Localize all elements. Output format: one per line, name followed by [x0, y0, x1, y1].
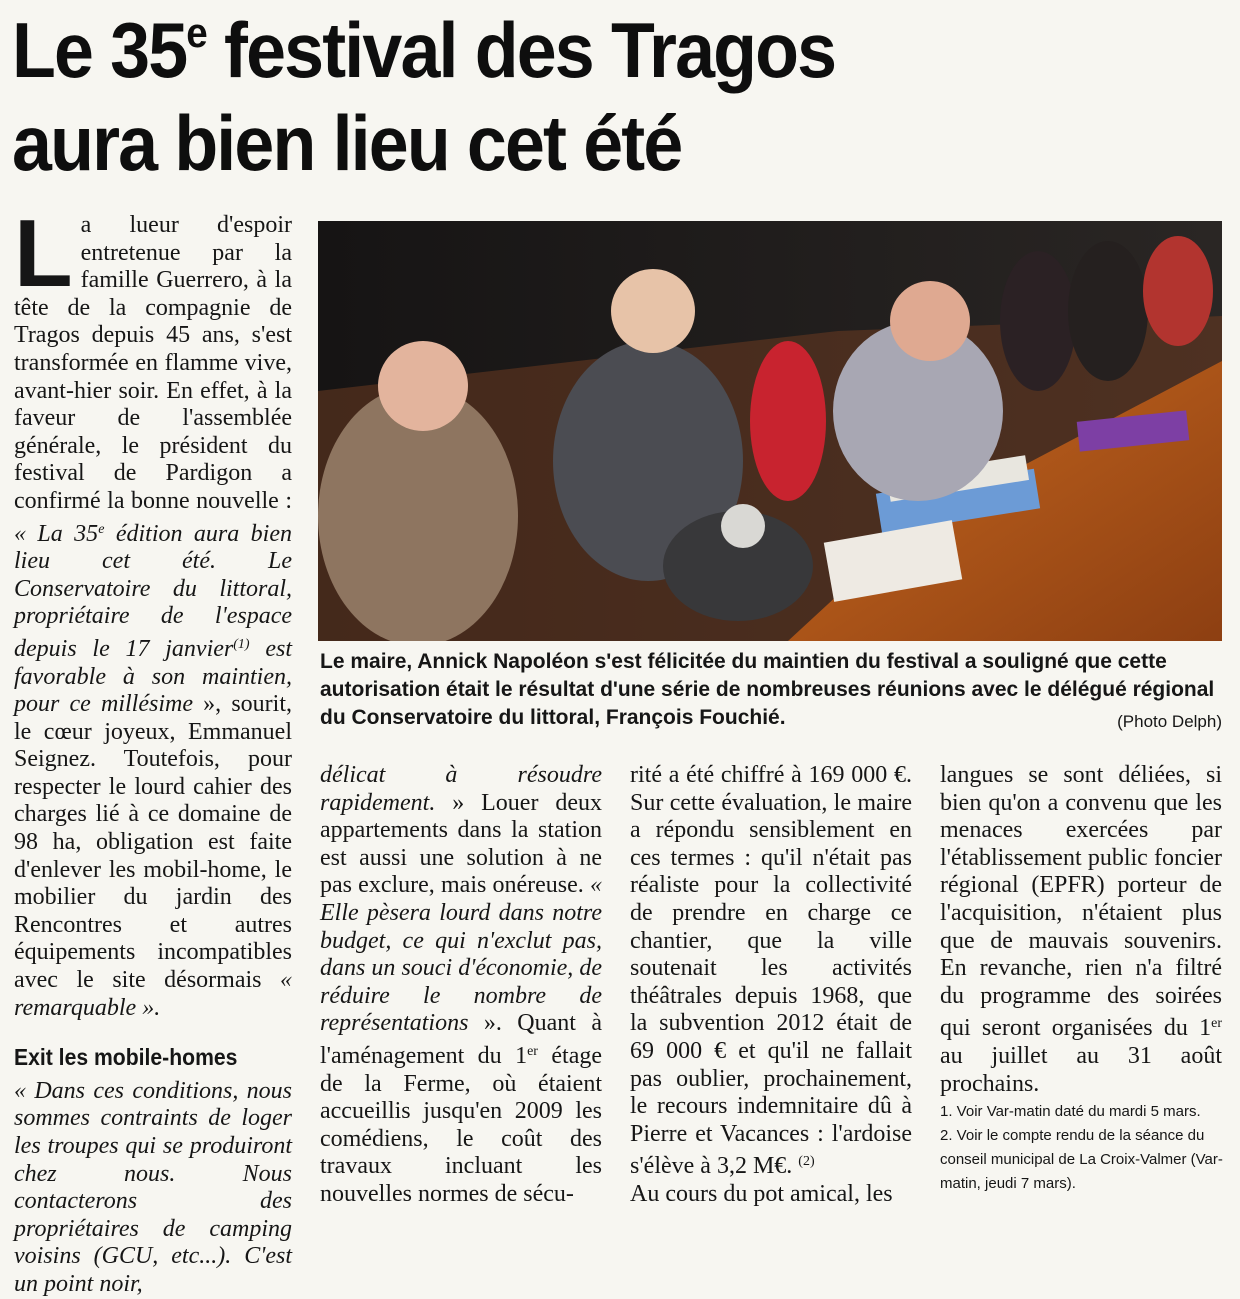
- text-run: « remarquable ».: [14, 967, 292, 1021]
- headline-part: festival des Tragos: [205, 6, 836, 94]
- footnote: 2. Voir le compte rendu de la séance du conseil municipal de La Croix-Valmer (Var-matin, jeudi 7 mars).: [940, 1127, 1223, 1192]
- headline-line2: aura bien lieu cet été: [12, 99, 682, 187]
- text-run: » Louer deux appartements dans la station est aussi une solution à ne pas exclure, mais onéreuse.: [320, 789, 602, 899]
- text-run: « Dans ces conditions, nous sommes contraints de loger les troupes qui se produiront chez nous. Nous contacterons des propriétaires de camping voisins (GCU, etc...). C'est un point noir,: [14, 1077, 292, 1297]
- text-run: au juillet au 31 août prochains.: [940, 1042, 1222, 1097]
- headline-line1: [12, 6, 932, 103]
- ghost-text: [1010, 60, 1240, 180]
- photo-credit: (Photo Delph): [1117, 712, 1222, 731]
- text-run: « Elle pèsera lourd dans notre budget, ce qui n'exclut pas, dans un souci d'économie, de réduire le nombre de représentations: [320, 872, 602, 1037]
- text-run: « La 35: [14, 520, 99, 547]
- paragraph: [630, 762, 912, 1181]
- quote: [14, 521, 292, 718]
- article-column-2: [320, 762, 602, 1209]
- text-run: langues se sont déliées, si bien qu'on a convenu que les menaces exercées par l'établissement public foncier régional (EPFR) porteur de l'acquisition, n'étaient plus que de mauvais souvenirs. En revanche, rien n'a filtré du programme des soirées qui seront organisées du 1: [940, 762, 1222, 1042]
- footnote-ref: (1): [233, 636, 250, 652]
- paragraph: [940, 762, 1222, 1098]
- headline-sup: e: [186, 9, 206, 56]
- article-column-3: [630, 762, 912, 1209]
- caption-text: Le maire, Annick Napoléon s'est félicitée du maintien du festival a souligné que cette autorisation était le résultat d'une série de nombreuses réunions avec le délégué régional du Conservatoire du littoral, François Fouchié.: [320, 650, 1215, 729]
- footnotes: [940, 1100, 1235, 1196]
- superscript: e: [98, 521, 105, 537]
- text-run: délicat à résoudre rapidement.: [320, 762, 602, 816]
- text-run: rité a été chiffré à 169 000 €. Sur cette évaluation, le maire a répondu sensiblement en ces termes : qu'il n'était pas réaliste pour la collectivité de prendre en charge ce chantier, que la ville soutenait les activités théâtrales depuis 1968, que la subvention 2012 était de 69 000 € et qu'il ne fallait pas oublier, prochainement, le recours indemnitaire dû à Pierre et Vacances : l'ardoise s'élève à 3,2 M€.: [630, 762, 912, 1180]
- footnote: 1. Voir Var-matin daté du mardi 5 mars.: [940, 1103, 1201, 1120]
- article-column-1: [14, 200, 293, 1299]
- photo-caption: [320, 648, 1222, 736]
- superscript: er: [527, 1043, 538, 1059]
- subheading: Exit les mobile-homes: [14, 1044, 238, 1071]
- text-run: », sourit, le cœur joyeux, Emmanuel Seignez. Toutefois, pour respecter le lourd cahier des charges lié à ce domaine de 98 ha, obligation est faite d'enlever les mobil-home, le mobilier du jardin des Rencontres et autres équipements incompatibles avec le site désormais: [14, 691, 293, 994]
- headline: [12, 6, 932, 187]
- footnote-ref: (2): [798, 1154, 815, 1170]
- paragraph: [320, 762, 602, 1209]
- paragraph: Au cours du pot amical, les: [630, 1180, 893, 1207]
- meeting-photo: [318, 221, 1222, 641]
- text-run: a lueur d'espoir entretenue par la famille Guerrero, à la tête de la compagnie de Tragos depuis 45 ans, s'est transformée en flamme vive, avant-hier soir. En effet, à la faveur de l'assemblée générale, le président du festival de Pardigon a confirmé la bonne nouvelle :: [14, 212, 292, 514]
- text-run: édition aura bien lieu cet été. Le Conservatoire du littoral, propriétaire de l'espace depuis le 17 janvier: [14, 520, 292, 662]
- paragraph: [14, 1078, 292, 1299]
- drop-cap: L: [14, 200, 73, 307]
- article-column-4: [940, 762, 1222, 1098]
- text-run: est favorable à son maintien, pour ce millésime: [14, 635, 292, 718]
- superscript: er: [1211, 1016, 1222, 1032]
- headline-part: Le 35: [12, 6, 187, 94]
- text-run: ». Quant à l'aménagement du 1: [320, 1010, 602, 1069]
- text-run: étage de la Ferme, où étaient accueillis jusqu'en 2009 les comédiens, le coût des travaux incluant les nouvelles normes de sécu-: [320, 1042, 602, 1207]
- paragraph: [14, 200, 293, 1022]
